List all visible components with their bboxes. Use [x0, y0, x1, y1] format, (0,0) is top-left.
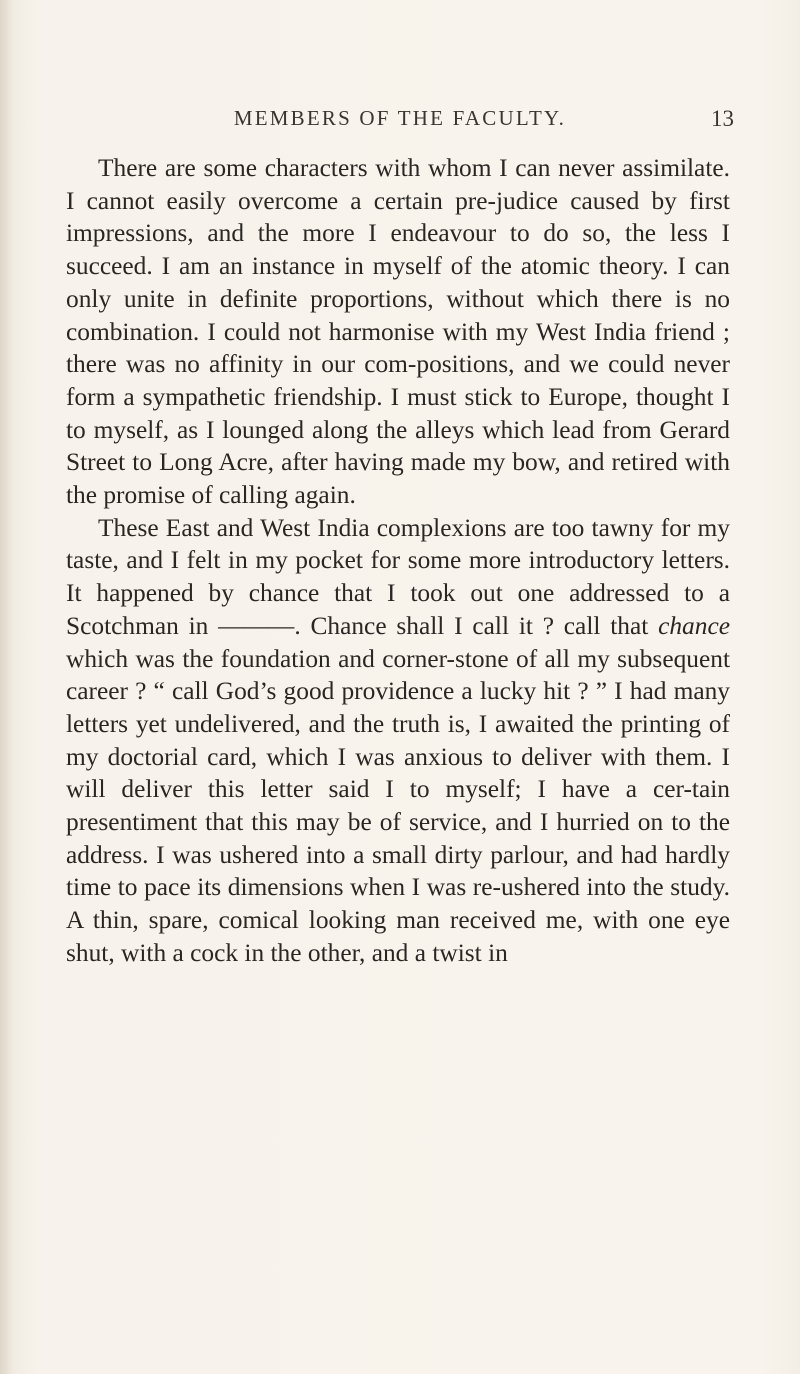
- body-text: [66, 152, 730, 970]
- paragraph-2: [66, 512, 730, 970]
- running-head: [0, 106, 800, 136]
- gutter-shadow: [0, 0, 14, 1374]
- page-number: 13: [711, 106, 734, 131]
- paragraph-2-part-1: These East and West India complexions are too tawny for my taste, and I felt in my pocket for some more introductory letters. It happened by chance that I took out one addressed to a Scotchman in ———. Chance shall I call it ? call that: [66, 513, 730, 640]
- running-title: MEMBERS OF THE FACULTY.: [233, 106, 567, 130]
- paragraph-2-italic-word: chance: [658, 611, 730, 640]
- paragraph-2-part-2: which was the foundation and corner-stone of all my subsequent career ? “ call God’s good providence a lucky hit ? ” I had many letters yet undelivered, and the truth is, I awaited the printing of my doctorial card, which I was anxious to deliver with them. I will deliver this letter said I to myself; I have a cer-tain presentiment that this may be of service, and I hurried on to the address. I was ushered into a small dirty parlour, and had hardly time to pace its dimensions when I was re-ushered into the study. A thin, spare, comical looking man received me, with one eye shut, with a cock in the other, and a twist in: [66, 644, 730, 967]
- paragraph-1: There are some characters with whom I can never assimilate. I cannot easily overcome a certain pre-judice caused by first impressions, and the more I endeavour to do so, the less I succeed. I am an instance in myself of the atomic theory. I can only unite in definite proportions, without which there is no combination. I could not harmonise with my West India friend ; there was no affinity in our com-positions, and we could never form a sympathetic friendship. I must stick to Europe, thought I to myself, as I lounged along the alleys which lead from Gerard Street to Long Acre, after having made my bow, and retired with the promise of calling again.: [66, 154, 730, 510]
